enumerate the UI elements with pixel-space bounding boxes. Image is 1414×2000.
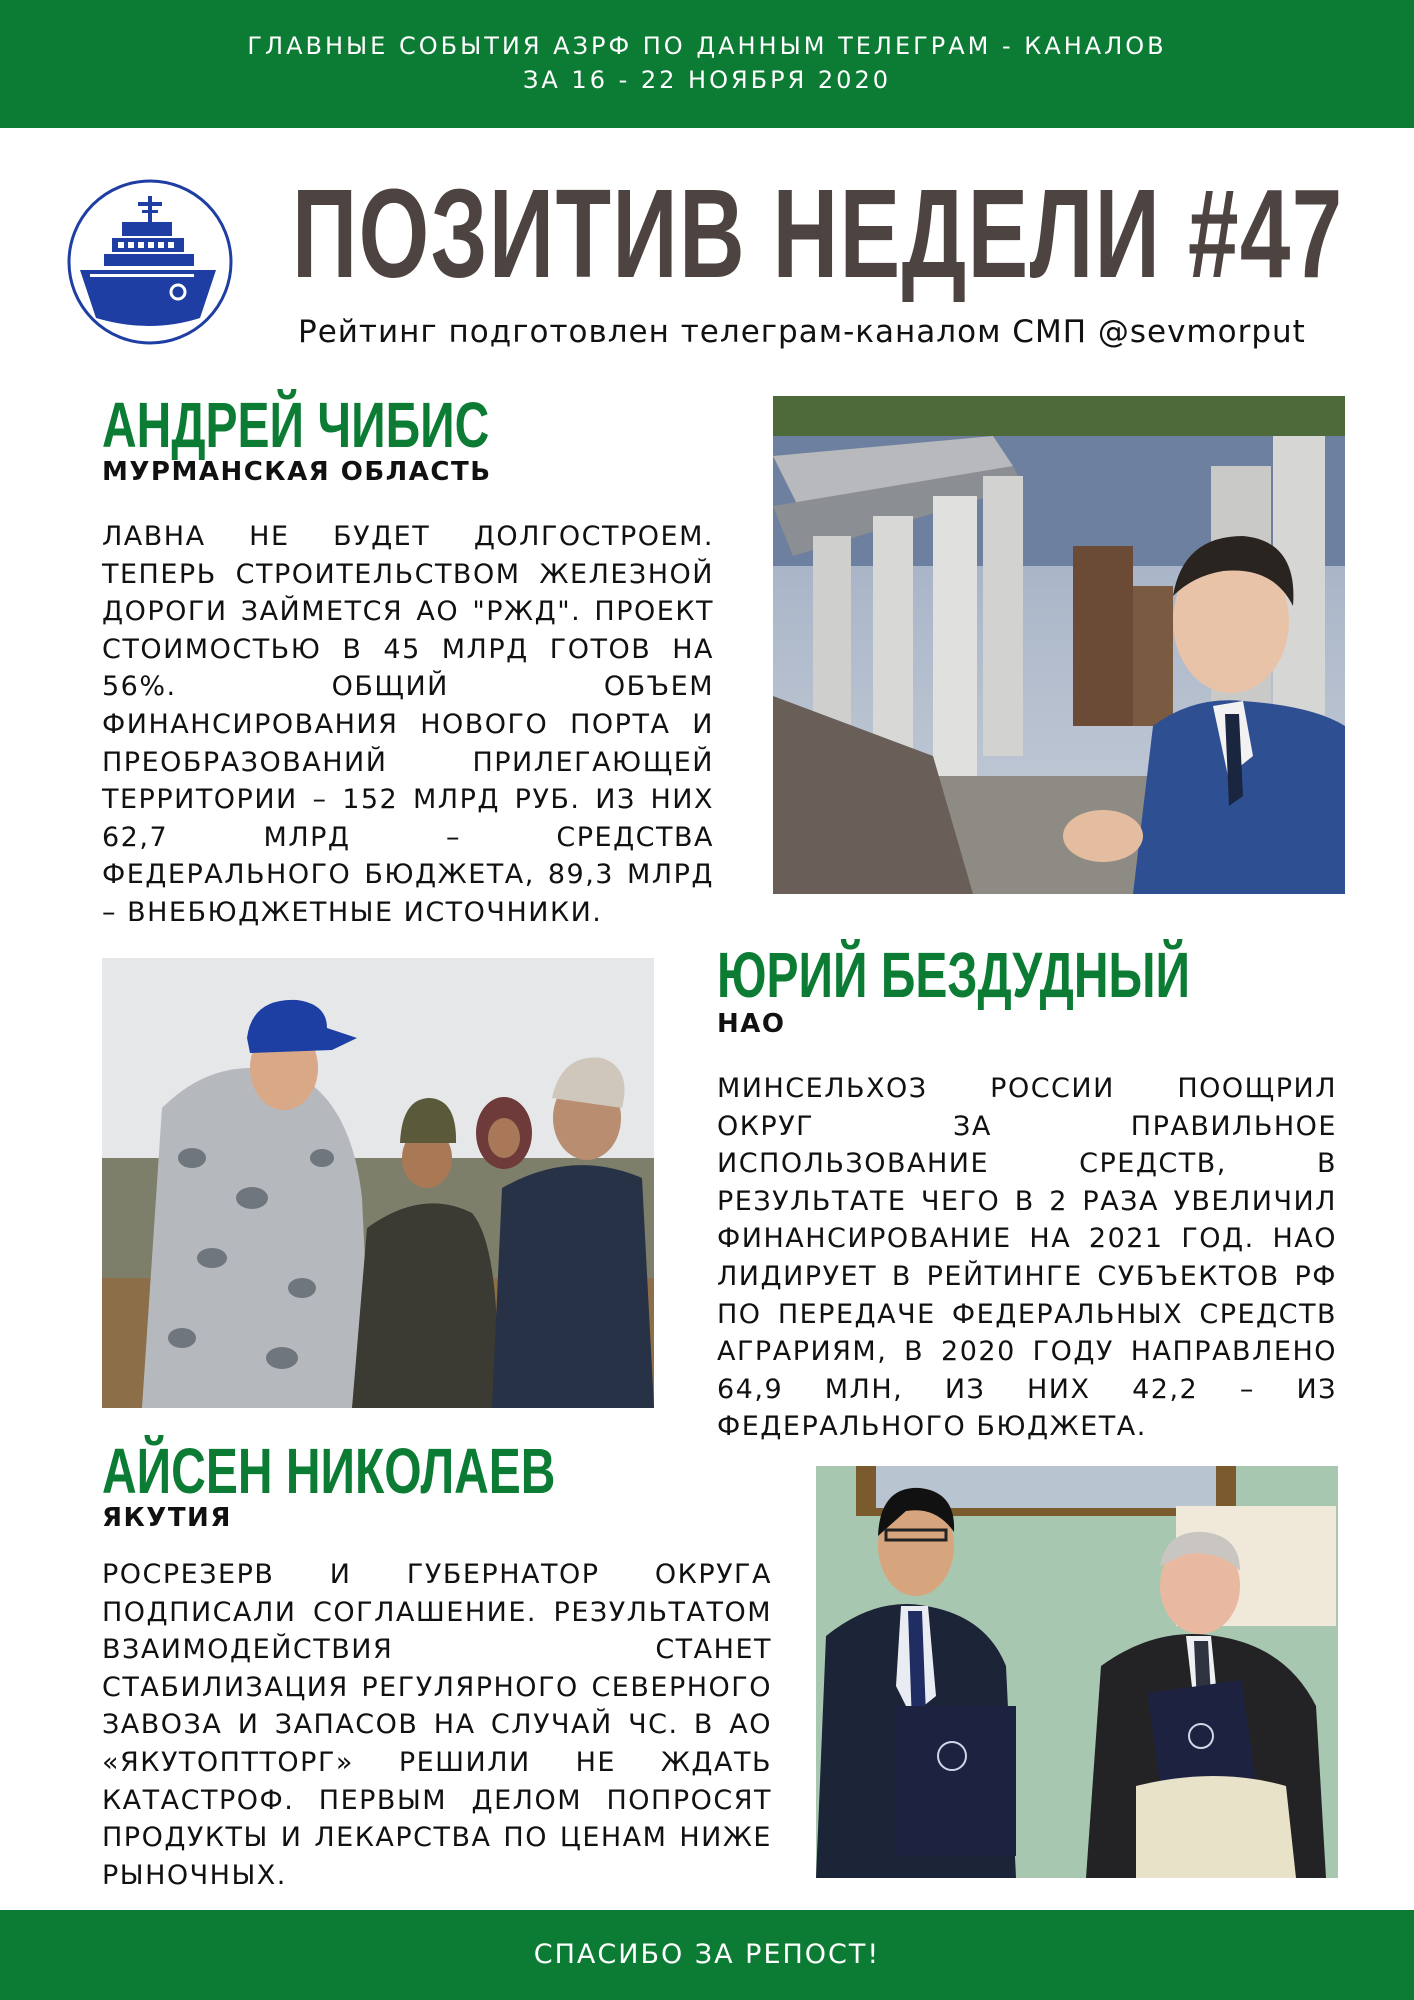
header-line-1: ГЛАВНЫЕ СОБЫТИЯ АЗРФ ПО ДАННЫМ ТЕЛЕГРАМ - КАНАЛОВ bbox=[247, 32, 1167, 60]
footer-text: СПАСИБО ЗА РЕПОСТ! bbox=[533, 1939, 881, 1970]
article-1-text: ЛАВНА НЕ БУДЕТ ДОЛГОСТРОЕМ. ТЕПЕРЬ СТРОИТЕЛЬСТВОМ ЖЕЛЕЗНОЙ ДОРОГИ ЗАЙМЕТСЯ АО "РЖД". ПРОЕКТ СТОИМОСТЬЮ В 45 МЛРД ГОТОВ НА 56%. ОБЩИЙ ОБЪЕМ ФИНАНСИРОВАНИЯ НОВОГО ПОРТА И ПРЕОБРАЗОВАНИЙ ПРИЛЕГАЮЩЕЙ ТЕРРИТОРИИ – 152 МЛРД РУБ. ИЗ НИХ 62,7 МЛРД – СРЕДСТВА ФЕДЕРАЛЬНОГО БЮДЖЕТА, 89,3 МЛРД – ВНЕБЮДЖЕТНЫЕ ИСТОЧНИКИ. bbox=[102, 521, 714, 928]
page-title: ПОЗИТИВ НЕДЕЛИ #47 bbox=[292, 163, 1344, 304]
article-2-photo bbox=[102, 958, 654, 1408]
article-2-region: НАО bbox=[717, 1009, 786, 1039]
icebreaker-logo-icon bbox=[66, 178, 234, 346]
article-3-region: ЯКУТИЯ bbox=[102, 1503, 232, 1533]
article-3-text: РОСРЕЗЕРВ И ГУБЕРНАТОР ОКРУГА ПОДПИСАЛИ СОГЛАШЕНИЕ. РЕЗУЛЬТАТОМ ВЗАИМОДЕЙСТВИЯ СТАНЕТ СТАБИЛИЗАЦИЯ РЕГУЛЯРНОГО СЕВЕРНОГО ЗАВОЗА И ЗАПАСОВ НА СЛУЧАЙ ЧС. В АО «ЯКУТОПТТОРГ» РЕШИЛИ НЕ ЖДАТЬ КАТАСТРОФ. ПЕРВЫМ ДЕЛОМ ПОПРОСЯТ ПРОДУКТЫ И ЛЕКАРСТВА ПО ЦЕНАМ НИЖЕ РЫНОЧНЫХ. bbox=[102, 1559, 772, 1891]
footer-banner bbox=[0, 1910, 1414, 2000]
article-3-photo bbox=[816, 1466, 1338, 1878]
header-line-2: ЗА 16 - 22 НОЯБРЯ 2020 bbox=[523, 66, 891, 94]
article-2-name: ЮРИЙ БЕЗДУДНЫЙ bbox=[717, 939, 1190, 1011]
article-1-name: АНДРЕЙ ЧИБИС bbox=[102, 389, 490, 461]
article-1-photo bbox=[773, 396, 1345, 894]
article-2-text: МИНСЕЛЬХОЗ РОССИИ ПООЩРИЛ ОКРУГ ЗА ПРАВИЛЬНОЕ ИСПОЛЬЗОВАНИЕ СРЕДСТВ, В РЕЗУЛЬТАТЕ ЧЕГО В 2 РАЗА УВЕЛИЧИЛ ФИНАНСИРОВАНИЕ НА 2021 ГОД. НАО ЛИДИРУЕТ В РЕЙТИНГЕ СУБЪЕКТОВ РФ ПО ПЕРЕДАЧЕ ФЕДЕРАЛЬНЫХ СРЕДСТВ АГРАРИЯМ, В 2020 ГОДУ НАПРАВЛЕНО 64,9 МЛН, ИЗ НИХ 42,2 – ИЗ ФЕДЕРАЛЬНОГО БЮДЖЕТА. bbox=[717, 1073, 1337, 1443]
article-1-region: МУРМАНСКАЯ ОБЛАСТЬ bbox=[102, 457, 492, 487]
article-3-name: АЙСЕН НИКОЛАЕВ bbox=[102, 1435, 556, 1507]
header-banner bbox=[0, 0, 1414, 128]
page-subtitle: Рейтинг подготовлен телеграм-каналом СМП @sevmorput bbox=[298, 314, 1306, 350]
